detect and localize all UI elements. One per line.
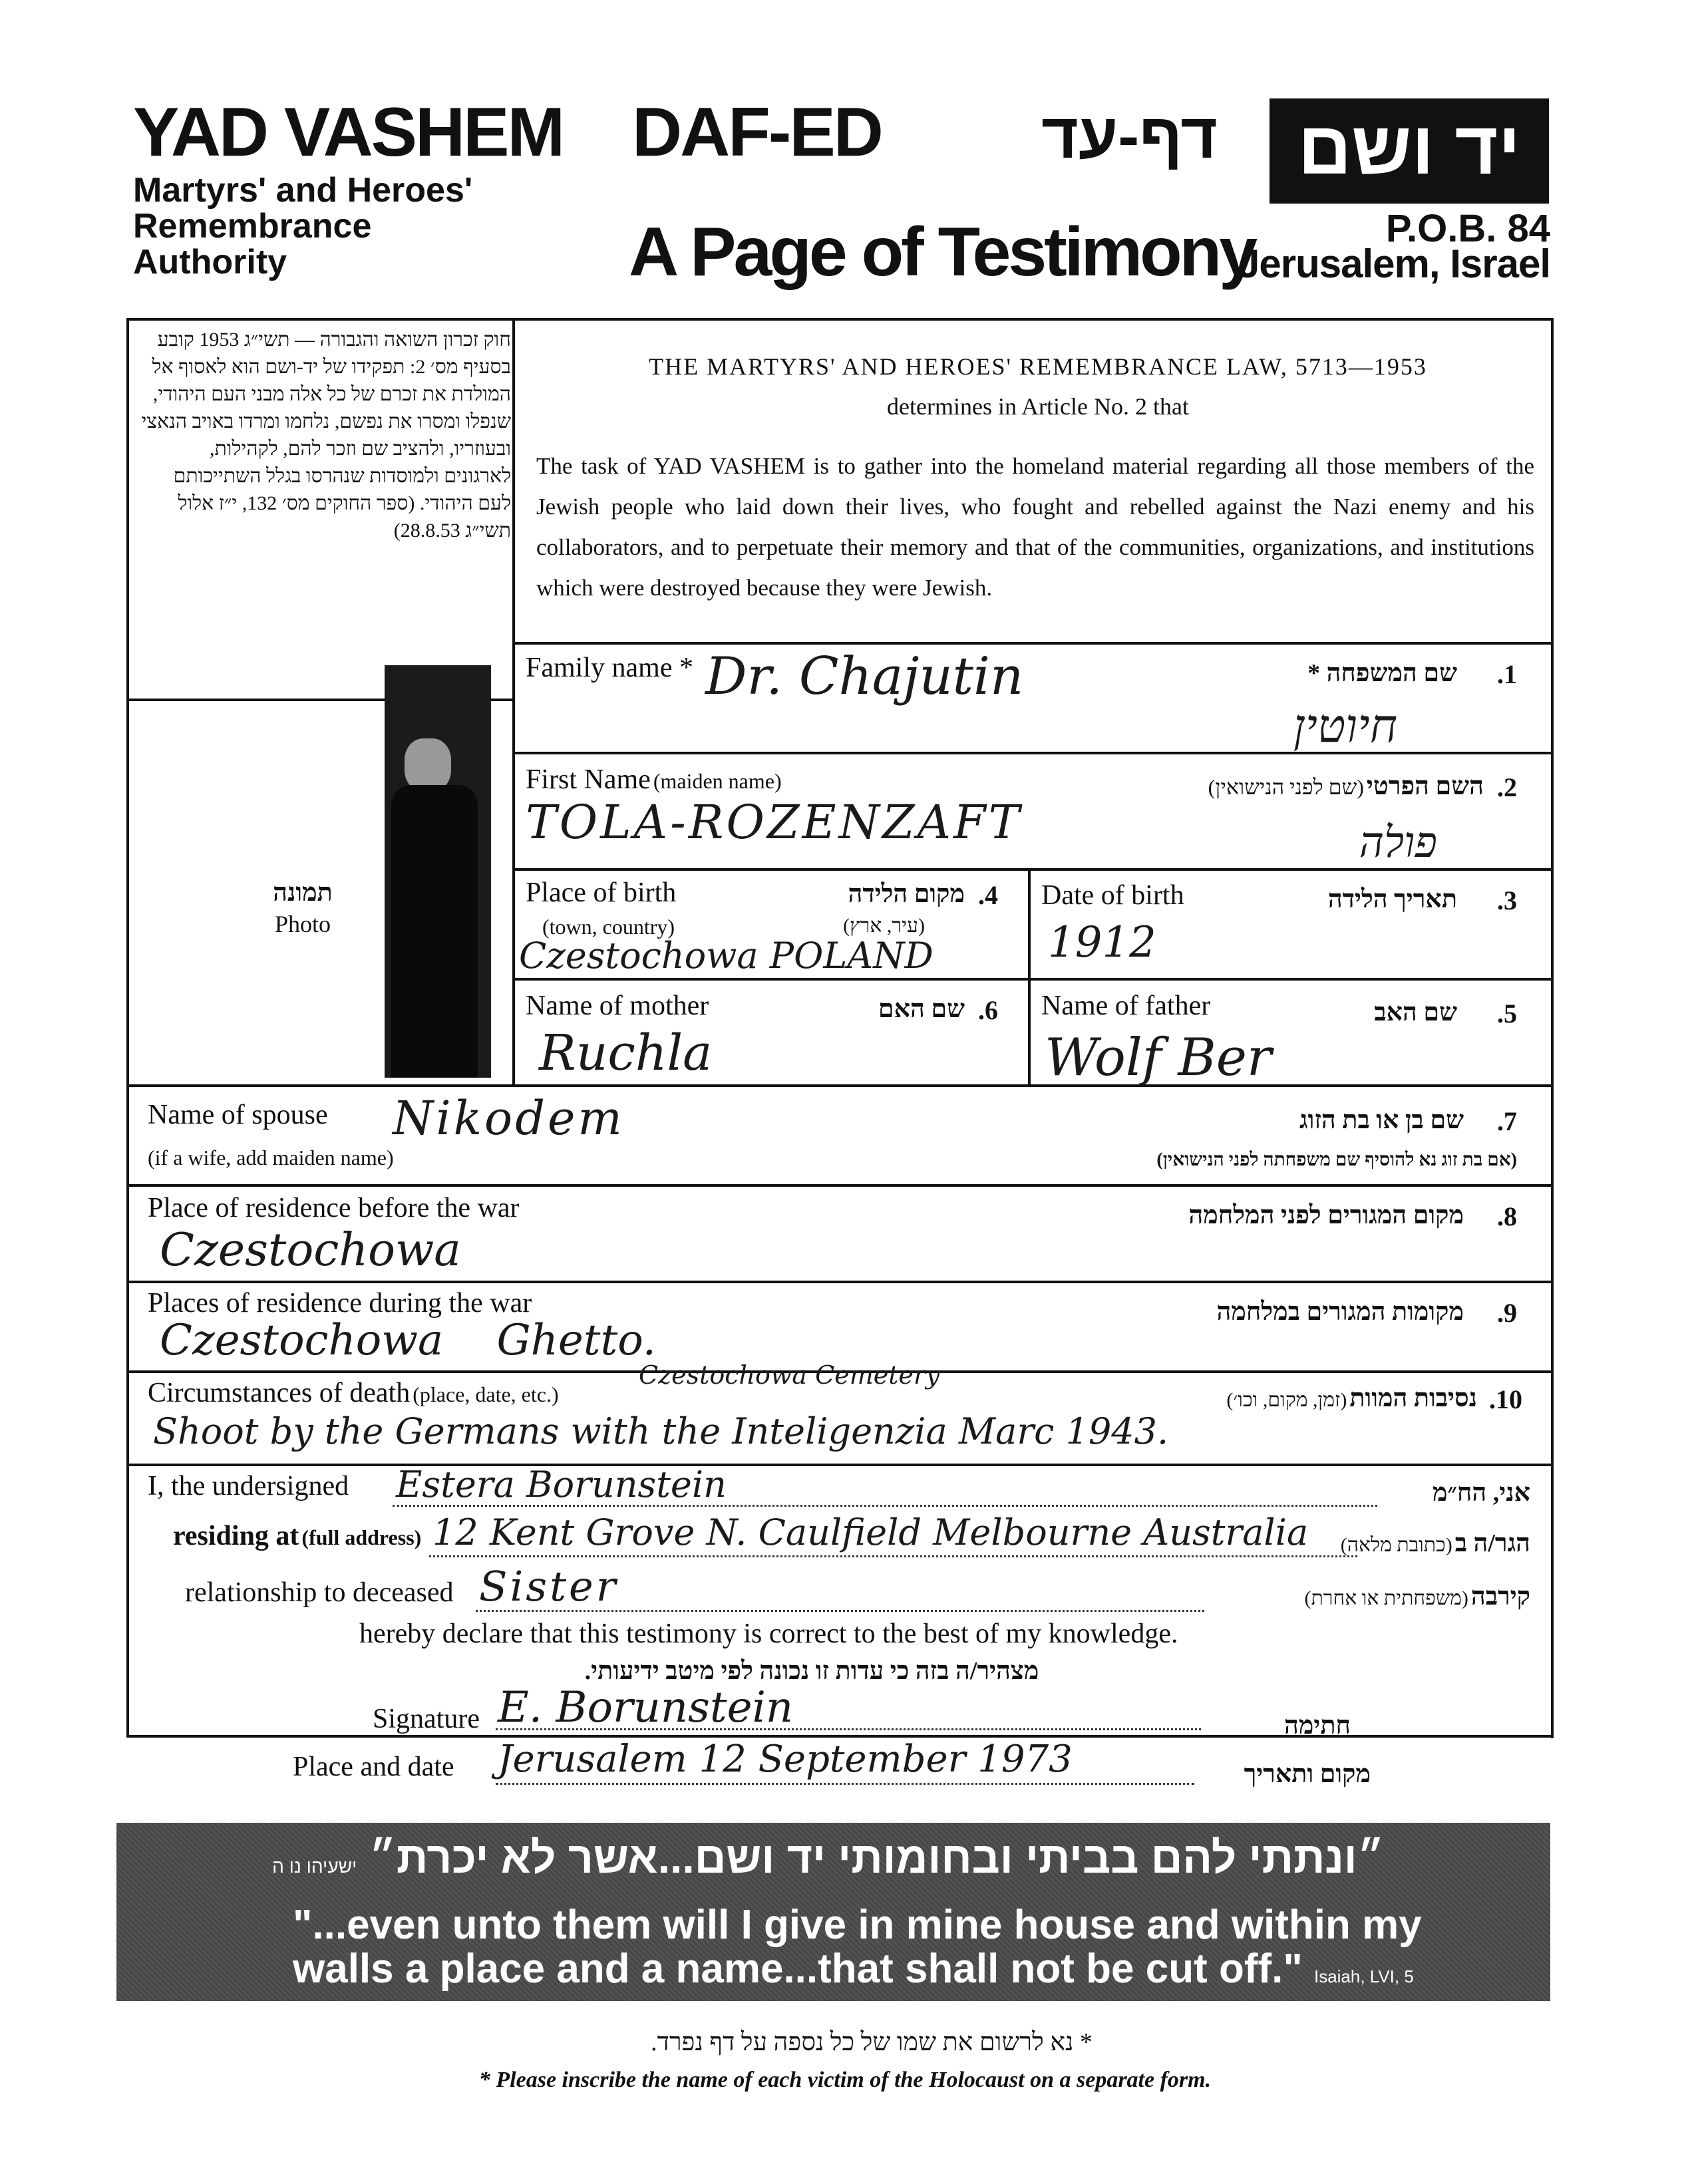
law-box-left-border [126,318,129,1086]
residence-before-num: .8 [1497,1201,1517,1231]
row3-divider [512,978,1554,981]
address-value[interactable]: 12 Kent Grove N. Caulfield Melbourne Australia [432,1511,1309,1553]
mother-label: Name of mother [526,991,709,1021]
form-left-border [126,1084,129,1736]
death-label: Circumstances of death [148,1378,411,1408]
spouse-sublabel: (if a wife, add maiden name) [148,1146,394,1170]
row-mid-divider [1028,868,1031,1086]
photo-label-he: תמונה [273,879,333,907]
banner-hebrew-text: ״ונתתי להם בביתי ובחומותי יד ושם...אשר לא יכרת״ [369,1833,1385,1882]
spouse-label: Name of spouse [148,1100,328,1130]
first-name-label-group [526,764,782,796]
signature-label: Signature [373,1704,480,1734]
first-name-value[interactable]: TOLA-ROZENZAFT [526,795,1023,850]
death-sublabel-he: (זמן, מקום, וכו׳) [1226,1389,1347,1411]
form-code: DAF-ED [632,94,882,171]
declaration-statement: hereby declare that this testimony is correct to the best of my knowledge. [359,1619,1178,1649]
relationship-value[interactable]: Sister [479,1562,619,1611]
relationship-dotted-line [476,1610,1204,1612]
residence-during-value[interactable]: Czestochowa Ghetto. [160,1316,656,1365]
father-value[interactable]: Wolf Ber [1045,1028,1272,1088]
first-name-value-he[interactable]: פולה [1359,818,1437,867]
form-top-border [126,318,1554,321]
banner-english-line1: "...even unto them will I give in mine house and within my [293,1902,1422,1948]
first-name-label: First Name [526,764,651,795]
declaration-statement-he: מצהיר/ה בזה כי עדות זו נכונה לפי מיטב ידיעותי. [584,1657,1039,1685]
undersigned-label-he: אני, הח״מ [1432,1479,1530,1507]
date-of-birth-value[interactable]: 1912 [1048,918,1156,967]
row1-divider [512,752,1554,754]
place-date-value[interactable]: Jerusalem 12 September 1973 [498,1738,1073,1781]
org-subtitle-line3: Authority [133,243,287,281]
place-date-label: Place and date [293,1752,454,1782]
footer-note-en: * Please inscribe the name of each victim of the Holocaust on a separate form. [478,2068,1212,2092]
row5-divider [126,1184,1554,1187]
spouse-num: .7 [1497,1106,1517,1136]
place-date-label-he: מקום ותאריך [1244,1760,1371,1788]
place-of-birth-num: .4 [978,880,998,910]
spouse-sublabel-he: (אם בת זוג נא להוסיף שם משפחתה לפני הנישואין) [1156,1150,1517,1170]
signature-value[interactable]: E. Borunstein [498,1683,794,1732]
row4-divider [126,1084,1554,1087]
death-label-he-group [1051,1384,1477,1413]
spouse-label-he: שם בן או בת הזוג [1299,1106,1464,1134]
first-name-sublabel: (maiden name) [653,769,782,793]
photo-body-shape [391,785,478,1078]
residence-before-label-he: מקום המגורים לפני המלחמה [1188,1201,1464,1229]
photo-column-divider [512,318,515,1086]
org-name: YAD VASHEM [133,94,564,171]
address-label-he: הגר/ה ב [1454,1529,1530,1557]
father-label-he: שם האב [1374,999,1457,1026]
banner-hebrew [143,1832,1514,1883]
form-title: A Page of Testimony [629,214,1256,291]
law-title: THE MARTYRS' AND HEROES' REMEMBRANCE LAW, 5713—1953 [649,353,1427,380]
date-of-birth-label-he: תאריך הלידה [1327,885,1457,913]
place-of-birth-label: Place of birth [526,877,677,908]
family-name-value[interactable]: Dr. Chajutin [705,647,1024,706]
form-right-border [1551,318,1554,1738]
family-name-label: Family name * [526,653,693,683]
row6-divider [126,1281,1554,1283]
residence-before-label: Place of residence before the war [148,1193,520,1223]
family-name-num: .1 [1497,659,1517,689]
address-sublabel: (full address) [301,1525,422,1549]
place-of-birth-sublabel-he: (עיר, ארץ) [843,915,925,937]
row8-divider [126,1464,1554,1466]
address-pob: P.O.B. 84 [1385,207,1550,250]
signature-dotted-line [496,1728,1201,1730]
relationship-label-he-group [1211,1582,1530,1611]
residence-during-num: .9 [1497,1298,1517,1328]
address-label-group [173,1520,421,1552]
date-of-birth-label: Date of birth [1041,880,1184,911]
date-of-birth-num: .3 [1497,885,1517,915]
banner-hebrew-source: ישעיהו נו ה [272,1856,357,1877]
residence-before-value[interactable]: Czestochowa [160,1224,461,1277]
law-box-bottom-border [512,642,1554,645]
first-name-label-he: השם הפרטי [1366,772,1484,800]
org-subtitle-line1: Martyrs' and Heroes' [133,171,473,210]
org-subtitle-line2: Remembrance [133,207,372,245]
family-name-label-he: שם המשפחה * [1307,659,1457,687]
death-value[interactable]: Shoot by the Germans with the Inteligenzia Marc 1943. [153,1410,1169,1452]
death-num: .10 [1489,1384,1522,1414]
photo-label-en: Photo [274,911,331,937]
residence-during-label-he: מקומות המגורים במלחמה [1216,1298,1464,1326]
undersigned-value[interactable]: Estera Borunstein [396,1464,727,1505]
law-body: The task of YAD VASHEM is to gather into the homeland material regarding all those members of the Jewish people who laid down their lives, who fought and rebelled against the Nazi enemy and his collaborators, and to perpetuate their memory and that of the communities, organizations, and institutions which were destroyed because they were Jewish. [536,453,1534,601]
banner-english-line2: walls a place and a name...that shall not be cut off." [293,1946,1303,1992]
place-of-birth-value[interactable]: Czestochowa POLAND [519,935,933,977]
address-dotted-line [429,1555,1357,1557]
death-label-he: נסיבות המוות [1349,1384,1477,1412]
address-label-he-group [1317,1529,1530,1558]
place-of-birth-sublabel: (town, country) [542,915,675,939]
address-label: residing at [173,1521,299,1551]
mother-value[interactable]: Ruchla [539,1024,713,1082]
mother-num: .6 [978,995,998,1025]
relationship-label: relationship to deceased [185,1577,454,1608]
first-name-num: .2 [1497,772,1517,802]
footer-note-he: * נא לרשום את שמו של כל נספה על דף נפרד. [651,2028,1093,2056]
yad-vashem-logo: יד ושם [1269,98,1549,204]
father-num: .5 [1497,999,1517,1028]
signature-label-he: חתימה [1283,1712,1351,1740]
law-subtitle: determines in Article No. 2 that [887,393,1189,420]
death-value-top[interactable]: Czestochowa Cemetery [639,1360,940,1390]
death-label-group [148,1377,559,1409]
first-name-sublabel-he: (שם לפני הנישואין) [1208,775,1364,799]
father-label: Name of father [1041,991,1211,1021]
law-hebrew-text: חוק זכרון השואה והגבורה — תשי״ג 1953 קובע בסעיף מס׳ 2: תפקידו של יד-ושם הוא לאסוף אל המולדת את זכרם של כל אלה מבני העם היהודי, שנפלו ומסרו את נפשם, נלחמו ומרדו באויב הנאצי ובעוזריו, ולהציב שם וזכר להם, לקהילות, לארגונים ולמוסדות שנהרסו בגלל השתייכותם לעם היהודי. (ספר החוקים מס׳ 132, י״ז אלול תשי״ג 28.8.53) [141,329,511,542]
row2-divider [512,868,1554,871]
scripture-banner [116,1823,1550,2001]
relationship-label-he: קירבה [1470,1583,1530,1611]
undersigned-dotted-line [393,1505,1377,1507]
mother-label-he: שם האם [878,995,965,1023]
address-city: Jerusalem, Israel [1237,241,1550,286]
banner-english-source: Isaiah, LVI, 5 [1313,1966,1414,1986]
undersigned-label: I, the undersigned [148,1471,349,1501]
first-name-label-he-group [1065,772,1484,801]
family-name-value-he[interactable]: חיוטין [1293,699,1397,753]
address-sublabel-he: (כתובת מלאה) [1340,1534,1452,1556]
victim-photo [385,665,491,1078]
photo-head-shape [405,738,451,792]
place-of-birth-label-he: מקום הלידה [848,880,965,908]
place-date-dotted-line [496,1783,1194,1785]
banner-english-line2-group [293,1945,1414,1992]
relationship-sublabel-he: (משפחתית או אחרת) [1304,1587,1468,1609]
form-code-hebrew: דף-עד [1041,100,1218,172]
death-sublabel: (place, date, etc.) [413,1382,559,1406]
residence-during-label: Places of residence during the war [148,1288,532,1319]
spouse-value[interactable]: Nikodem [393,1091,625,1146]
